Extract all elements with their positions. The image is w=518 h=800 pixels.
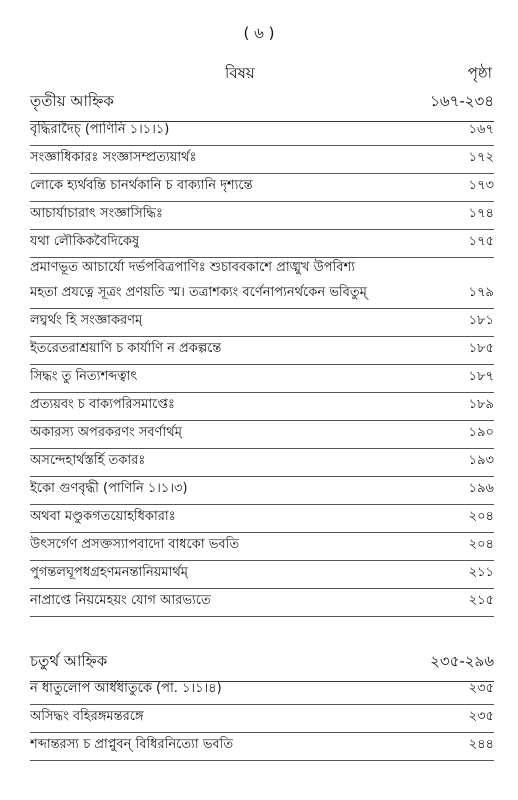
entry-text: অথবা মণ্ডুকগতয়োহধিকারাঃ xyxy=(30,509,176,524)
entry-text: ইকো গুণবৃদ্ধী (পাণিনি ১।১।৩) xyxy=(30,481,188,496)
entry-page: ২৩৫ xyxy=(468,709,494,724)
entry-text: অসিদ্ধং বহিরঙ্গমন্তরঙ্গে xyxy=(30,709,144,724)
toc-entry xyxy=(30,118,494,146)
section-title: চতুর্থ আহ্নিক xyxy=(30,652,108,670)
toc-entry xyxy=(30,477,494,505)
entry-text: অকারস্য অপরকরণং সবর্ণার্থম্ xyxy=(30,425,182,440)
entry-page: ২০৪ xyxy=(468,537,494,552)
entry-page: ২১১ xyxy=(468,565,494,580)
entry-page: ১৮৭ xyxy=(468,369,494,384)
toc-entry xyxy=(30,705,494,733)
entry-page: ১৭৫ xyxy=(468,234,494,249)
entry-page: ২৩৫ xyxy=(468,681,494,696)
toc-entry xyxy=(30,146,494,174)
entry-page: ২১৫ xyxy=(468,593,494,608)
entry-text: যথা লৌকিকবৈদিকেষু xyxy=(30,234,140,249)
entry-text-line2: মহতা প্রযত্নে সূত্রং প্রণয়তি স্ম। তত্রাশক্যং বর্ণেনাপ্যনর্থকেন ভবিতুম্ xyxy=(30,285,367,300)
entry-page: ১৬৭ xyxy=(468,122,494,137)
toc-entry xyxy=(30,393,494,421)
toc-entry-multiline xyxy=(30,258,494,309)
entry-text: ইতরেতরাশ্রয়াণি চ কার্যাণি ন প্রকল্পন্তে xyxy=(30,341,222,356)
toc-entry xyxy=(30,230,494,258)
entry-text: সংজ্ঞাধিকারঃ সংজ্ঞাসম্প্রত্যয়ার্থঃ xyxy=(30,150,197,165)
entry-page: ১৯৬ xyxy=(468,481,494,496)
section-title: তৃতীয় আহ্নিক xyxy=(30,92,114,110)
section-range: ১৬৭-২৩৪ xyxy=(430,92,494,110)
toc-list-fourth-ahnika xyxy=(30,677,494,761)
entry-text: আচার্যাচারাৎ সংজ্ঞাসিদ্ধিঃ xyxy=(30,206,163,221)
toc-entry xyxy=(30,533,494,561)
entry-page: ১৭৩ xyxy=(468,178,494,193)
entry-page: ২০৪ xyxy=(468,509,494,524)
toc-entry xyxy=(30,733,494,761)
entry-text: শব্দান্তরস্য চ প্রাপ্নুবন্ বিধিরনিত্যো ভবতি xyxy=(30,737,234,752)
entry-text: অসন্দেহার্থস্তর্হি তকারঃ xyxy=(30,453,146,468)
toc-entry xyxy=(30,202,494,230)
toc-entry xyxy=(30,309,494,337)
toc-entry xyxy=(30,449,494,477)
column-header-subject: বিষয় xyxy=(225,64,255,82)
entry-page: ১৯০ xyxy=(468,425,494,440)
toc-entry xyxy=(30,421,494,449)
toc-entry xyxy=(30,589,494,617)
toc-entry xyxy=(30,174,494,202)
entry-text: লোকে হ্যর্থবন্তি চানর্থকানি চ বাক্যানি দৃশ্যন্তে xyxy=(30,178,253,193)
entry-text: পুগন্তলঘূপধগ্রহণমনন্তানিয়মার্থম্ xyxy=(30,565,189,580)
toc-entry xyxy=(30,337,494,365)
entry-text: লঘ্বর্থং হি সংজ্ঞাকরণম্ xyxy=(30,313,143,328)
entry-page: ১৭৪ xyxy=(468,206,494,221)
column-header-page: পৃষ্ঠা xyxy=(467,64,492,82)
entry-page: ১৮১ xyxy=(468,313,494,328)
toc-entry xyxy=(30,561,494,589)
entry-page: ২৪৪ xyxy=(468,737,494,752)
entry-text: ন ধাতুলোপ আর্ধধাতুকে (পা. ১।১।৪) xyxy=(30,681,222,696)
toc-list-third-ahnika xyxy=(30,118,494,617)
entry-text-line1: প্রমাণভূত আচার্যো দর্ভপবিত্রপাণিঃ শুচাববকাশে প্রাঙ্মুখ উপবিশ্য xyxy=(30,260,355,275)
entry-page: ১৭৯ xyxy=(468,285,494,300)
entry-text: উৎসর্গেণ প্রসক্তস্যাপবাদো বাধকো ভবতি xyxy=(30,537,240,552)
entry-text: প্রত্যয়বং চ বাক্যপরিসমাপ্তেঃ xyxy=(30,397,175,412)
toc-entry xyxy=(30,365,494,393)
entry-page: ১৯৩ xyxy=(468,453,494,468)
page-number: ( ৬ ) xyxy=(243,24,275,42)
entry-text: বৃদ্ধিরাদৈচ্ (পাণিনি ১।১।১) xyxy=(30,122,170,137)
entry-page: ১৮৫ xyxy=(468,341,494,356)
entry-page: ১৮৯ xyxy=(468,397,494,412)
entry-text: নাপ্রাপ্তে নিয়মেহয়ং যোগ আরভ্যতে xyxy=(30,593,211,608)
toc-entry xyxy=(30,677,494,705)
toc-entry xyxy=(30,505,494,533)
entry-page: ১৭২ xyxy=(468,150,494,165)
section-range: ২৩৫-২৯৬ xyxy=(430,652,494,670)
entry-text: সিদ্ধং তু নিত্যশব্দত্বাৎ xyxy=(30,369,138,384)
